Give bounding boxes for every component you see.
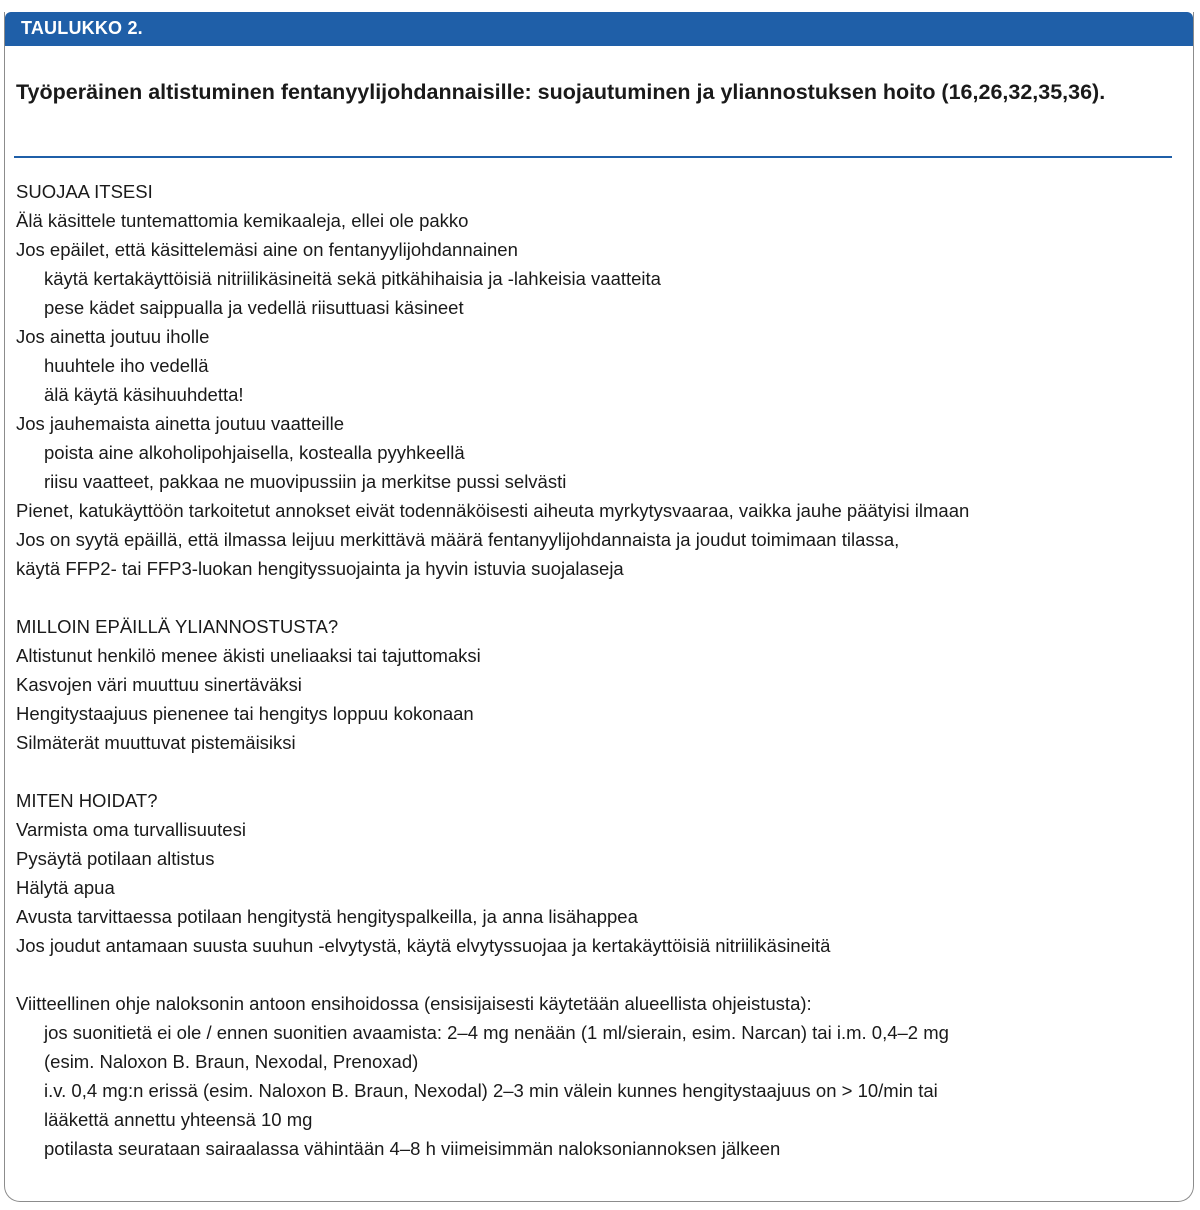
- list-item: Jos jauhemaista ainetta joutuu vaatteille: [16, 413, 345, 434]
- sub-list-item: (esim. Naloxon B. Braun, Nexodal, Prenoxad): [44, 1051, 419, 1072]
- sub-list-item: älä käytä käsihuuhdetta!: [44, 384, 244, 405]
- sub-list-item: i.v. 0,4 mg:n erissä (esim. Naloxon B. Braun, Nexodal) 2–3 min välein kunnes hengitystaajuus on > 10/min tai: [44, 1080, 938, 1101]
- table-header-bar: [5, 12, 1193, 46]
- section-gap: [16, 960, 1176, 989]
- list-item: Varmista oma turvallisuutesi: [16, 819, 246, 840]
- section-gap: [16, 757, 1176, 786]
- list-item: Kasvojen väri muuttuu sinertäväksi: [16, 674, 302, 695]
- list-item: Hengitystaajuus pienenee tai hengitys loppuu kokonaan: [16, 703, 474, 724]
- list-item: Altistunut henkilö menee äkisti uneliaaksi tai tajuttomaksi: [16, 645, 481, 666]
- sub-list-item: riisu vaatteet, pakkaa ne muovipussiin ja merkitse pussi selvästi: [44, 471, 567, 492]
- sub-list-item: huuhtele iho vedellä: [44, 355, 209, 376]
- list-item: Pysäytä potilaan altistus: [16, 848, 215, 869]
- section-heading: MITEN HOIDAT?: [16, 790, 158, 811]
- list-item: Pienet, katukäyttöön tarkoitetut annokset eivät todennäköisesti aiheuta myrkytysvaaraa, vaikka jauhe päätyisi ilmaan: [16, 500, 970, 521]
- list-item: Jos epäilet, että käsittelemäsi aine on fentanyylijohdannainen: [16, 239, 518, 260]
- sub-list-item: potilasta seurataan sairaalassa vähintään 4–8 h viimeisimmän naloksoniannoksen jälkeen: [44, 1138, 781, 1159]
- section-heading: SUOJAA ITSESI: [16, 181, 153, 202]
- list-item: Hälytä apua: [16, 877, 115, 898]
- title-divider: [14, 156, 1172, 158]
- table-content: [16, 177, 1176, 1163]
- sub-list-item: lääkettä annettu yhteensä 10 mg: [44, 1109, 313, 1130]
- list-item: Jos ainetta joutuu iholle: [16, 326, 210, 347]
- table-title: Työperäinen altistuminen fentanyylijohdannaisille: suojautuminen ja yliannostuksen hoito (16,26,32,35,36).: [16, 80, 1106, 104]
- list-item: Silmäterät muuttuvat pistemäisiksi: [16, 732, 296, 753]
- list-item: Älä käsittele tuntemattomia kemikaaleja, ellei ole pakko: [16, 210, 469, 231]
- list-item: Jos on syytä epäillä, että ilmassa leijuu merkittävä määrä fentanyylijohdannaista ja joudut toimimaan tilassa,: [16, 529, 900, 550]
- sub-list-item: käytä kertakäyttöisiä nitriilikäsineitä sekä pitkähihaisia ja -lahkeisia vaatteita: [44, 268, 661, 289]
- section-heading: MILLOIN EPÄILLÄ YLIANNOSTUSTA?: [16, 616, 339, 637]
- section-heading: Viitteellinen ohje naloksonin antoon ensihoidossa (ensisijaisesti käytetään alueellista ohjeistusta):: [16, 993, 812, 1014]
- sub-list-item: poista aine alkoholipohjaisella, kostealla pyyhkeellä: [44, 442, 465, 463]
- list-item: Avusta tarvittaessa potilaan hengitystä hengityspalkeilla, ja anna lisähappea: [16, 906, 638, 927]
- sub-list-item: pese kädet saippualla ja vedellä riisuttuasi käsineet: [44, 297, 464, 318]
- sub-list-item: jos suonitietä ei ole / ennen suonitien avaamista: 2–4 mg nenään (1 ml/sierain, esim. Narcan) tai i.m. 0,4–2 mg: [44, 1022, 949, 1043]
- list-item: käytä FFP2- tai FFP3-luokan hengityssuojainta ja hyvin istuvia suojalaseja: [16, 558, 624, 579]
- section-gap: [16, 583, 1176, 612]
- list-item: Jos joudut antamaan suusta suuhun -elvytystä, käytä elvytyssuojaa ja kertakäyttöisiä nitriilikäsineitä: [16, 935, 831, 956]
- table-number-label: TAULUKKO 2.: [21, 18, 143, 38]
